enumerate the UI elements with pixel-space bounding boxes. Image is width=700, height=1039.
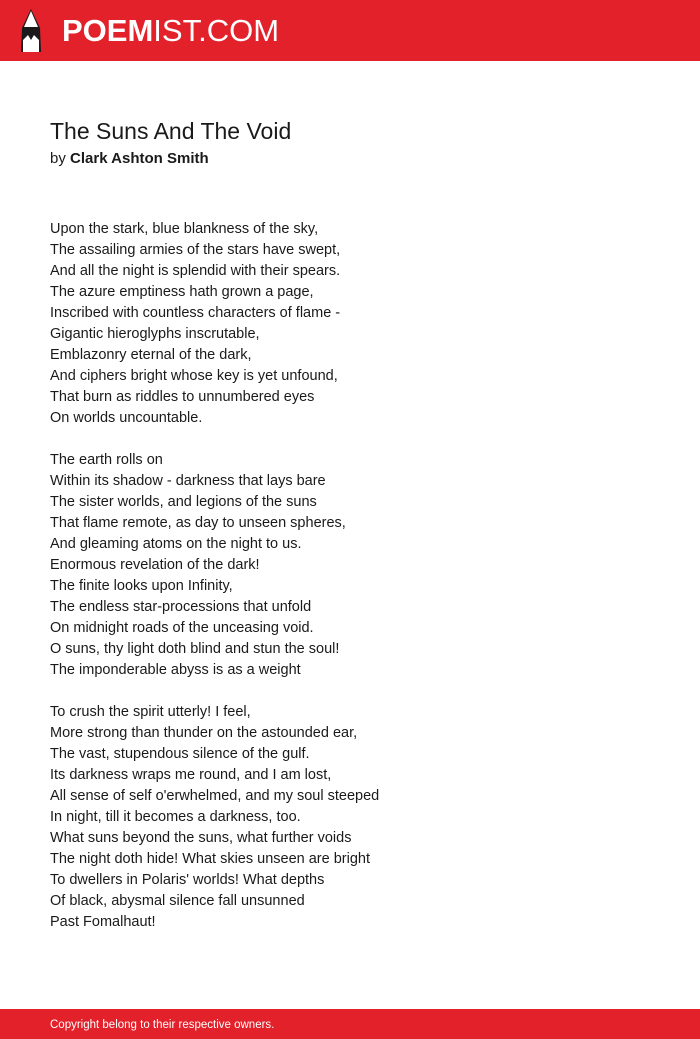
poem-line: What suns beyond the suns, what further voids <box>50 830 352 846</box>
poem-line: The endless star-processions that unfold <box>50 599 312 615</box>
by-label: by <box>50 150 66 167</box>
poem-line: Past Fomalhaut! <box>50 914 156 930</box>
poem-byline <box>50 149 209 169</box>
poem-line: O suns, thy light doth blind and stun the soul! <box>50 641 340 657</box>
poem-line: To dwellers in Polaris' worlds! What depths <box>50 872 325 888</box>
poem-stanza <box>50 450 650 681</box>
poem-line: On worlds uncountable. <box>50 410 203 426</box>
site-footer <box>0 1009 700 1039</box>
poem-line: Of black, abysmal silence fall unsunned <box>50 893 305 909</box>
poem-line: And ciphers bright whose key is yet unfound, <box>50 368 338 384</box>
site-header <box>0 0 700 61</box>
copyright-notice: Copyright belong to their respective owners. <box>50 1019 275 1031</box>
poem-line: The night doth hide! What skies unseen are bright <box>50 851 370 867</box>
poem-line: The imponderable abyss is as a weight <box>50 662 301 678</box>
poem-line: Within its shadow - darkness that lays bare <box>50 473 326 489</box>
poem-line: And gleaming atoms on the night to us. <box>50 536 302 552</box>
poem-title: The Suns And The Void <box>50 118 292 144</box>
poem-line: Inscribed with countless characters of flame - <box>50 305 341 321</box>
poem-line: The vast, stupendous silence of the gulf. <box>50 746 310 762</box>
poem-line: Enormous revelation of the dark! <box>50 557 260 573</box>
poem-line: Its darkness wraps me round, and I am lost, <box>50 767 332 783</box>
fountain-pen-nib-icon[interactable] <box>17 9 45 52</box>
poem-line: More strong than thunder on the astounded ear, <box>50 725 358 741</box>
poem-line: That burn as riddles to unnumbered eyes <box>50 389 315 405</box>
poem-line: All sense of self o'erwhelmed, and my soul steeped <box>50 788 380 804</box>
poem-stanza <box>50 702 650 933</box>
site-logo[interactable] <box>62 11 279 51</box>
poem-line: The earth rolls on <box>50 452 163 468</box>
poem-line: In night, till it becomes a darkness, too. <box>50 809 301 825</box>
poem-line: Emblazonry eternal of the dark, <box>50 347 252 363</box>
poem-stanza <box>50 219 650 429</box>
poem-line: To crush the spirit utterly! I feel, <box>50 704 251 720</box>
poem-line: The sister worlds, and legions of the suns <box>50 494 317 510</box>
brand-name-bold: POEM <box>62 13 154 48</box>
poem-line: And all the night is splendid with their spears. <box>50 263 341 279</box>
brand-name-light: IST.COM <box>153 13 280 48</box>
poem-line: The assailing armies of the stars have swept, <box>50 242 341 258</box>
poem-line: The finite looks upon Infinity, <box>50 578 233 594</box>
author-name: Clark Ashton Smith <box>70 150 209 167</box>
poem-line: Upon the stark, blue blankness of the sky, <box>50 221 319 237</box>
poem-body <box>50 219 650 954</box>
poem-line: The azure emptiness hath grown a page, <box>50 284 314 300</box>
poem-line: On midnight roads of the unceasing void. <box>50 620 314 636</box>
poem-line: Gigantic hieroglyphs inscrutable, <box>50 326 260 342</box>
poem-line: That flame remote, as day to unseen spheres, <box>50 515 346 531</box>
